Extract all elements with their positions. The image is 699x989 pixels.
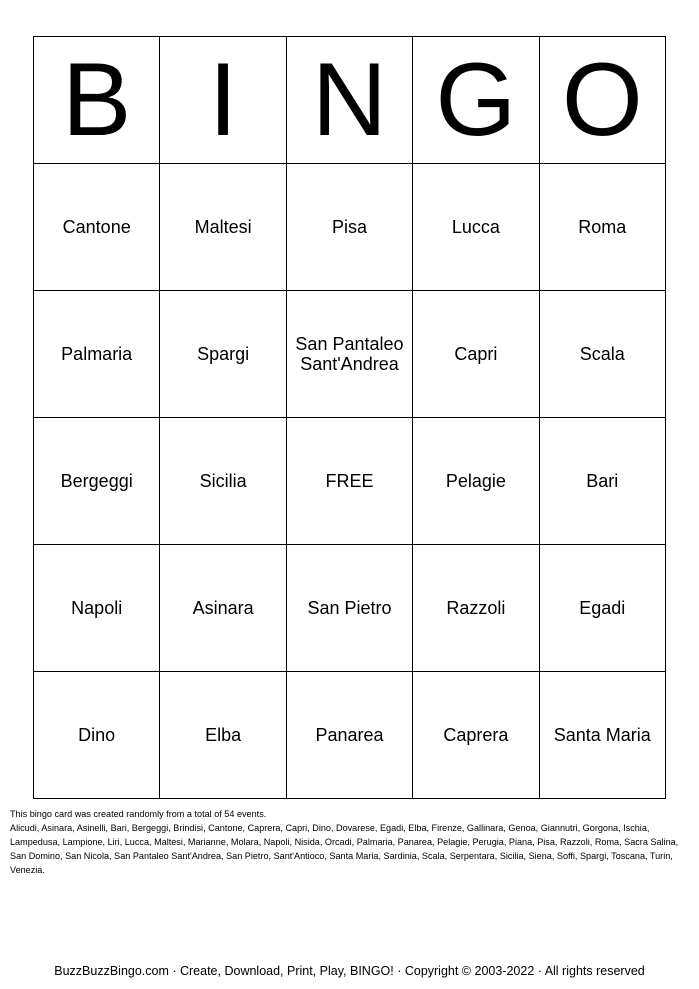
header-letter-o: O: [539, 37, 665, 164]
bingo-cell: San Pietro: [286, 545, 412, 672]
bingo-row: [34, 418, 666, 545]
header-letter-g: G: [413, 37, 539, 164]
bingo-cell: Napoli: [34, 545, 160, 672]
bingo-row: [34, 672, 666, 799]
bingo-cell: Cantone: [34, 164, 160, 291]
footnote-event-list: Alicudi, Asinara, Asinelli, Bari, Bergeggi, Brindisi, Cantone, Caprera, Capri, Dino, Dovarese, Egadi, Elba, Firenze, Gallinara, Genoa, Giannutri, Gorgona, Ischia, Lampedusa, Lampione, Liri, Lucca, Maltesi, Marianne, Molara, Napoli, Nisida, Orcadi, Palmaria, Panarea, Pelagie, Perugia, Piana, Pisa, Razzoli, Roma, Sacra Salina, San Domino, San Nicola, San Pantaleo Sant'Andrea, San Pietro, Sant'Antioco, Santa Maria, Sardinia, Scala, Serpentara, Sicilia, Siena, Soffi, Spargi, Toscana, Turin, Venezia.: [10, 823, 679, 875]
bingo-cell: Spargi: [160, 291, 286, 418]
bingo-cell: Scala: [539, 291, 665, 418]
bingo-card: [33, 36, 666, 799]
bingo-cell: Santa Maria: [539, 672, 665, 799]
bingo-cell: Sicilia: [160, 418, 286, 545]
header-letter-i: I: [160, 37, 286, 164]
header-letter-n: N: [286, 37, 412, 164]
bingo-cell: Asinara: [160, 545, 286, 672]
bingo-cell: Panarea: [286, 672, 412, 799]
bingo-cell: Bari: [539, 418, 665, 545]
bingo-row: [34, 164, 666, 291]
page-footer: BuzzBuzzBingo.com · Create, Download, Print, Play, BINGO! · Copyright © 2003-2022 · All rights reserved: [54, 964, 645, 978]
footnote-intro: This bingo card was created randomly from a total of 54 events.: [10, 809, 267, 819]
bingo-cell: Capri: [413, 291, 539, 418]
bingo-cell: Caprera: [413, 672, 539, 799]
bingo-cell: Maltesi: [160, 164, 286, 291]
bingo-cell: Bergeggi: [34, 418, 160, 545]
header-letter-b: B: [34, 37, 160, 164]
bingo-cell: Razzoli: [413, 545, 539, 672]
bingo-cell: Lucca: [413, 164, 539, 291]
bingo-cell: San Pantaleo Sant'Andrea: [286, 291, 412, 418]
bingo-cell: Dino: [34, 672, 160, 799]
bingo-row: [34, 545, 666, 672]
free-space-cell: FREE: [286, 418, 412, 545]
bingo-cell: Pisa: [286, 164, 412, 291]
bingo-row: [34, 291, 666, 418]
bingo-cell: Egadi: [539, 545, 665, 672]
bingo-cell: Pelagie: [413, 418, 539, 545]
bingo-cell: Roma: [539, 164, 665, 291]
card-footnote: [10, 807, 690, 877]
bingo-cell: Palmaria: [34, 291, 160, 418]
bingo-cell: Elba: [160, 672, 286, 799]
bingo-header-row: [34, 37, 666, 164]
